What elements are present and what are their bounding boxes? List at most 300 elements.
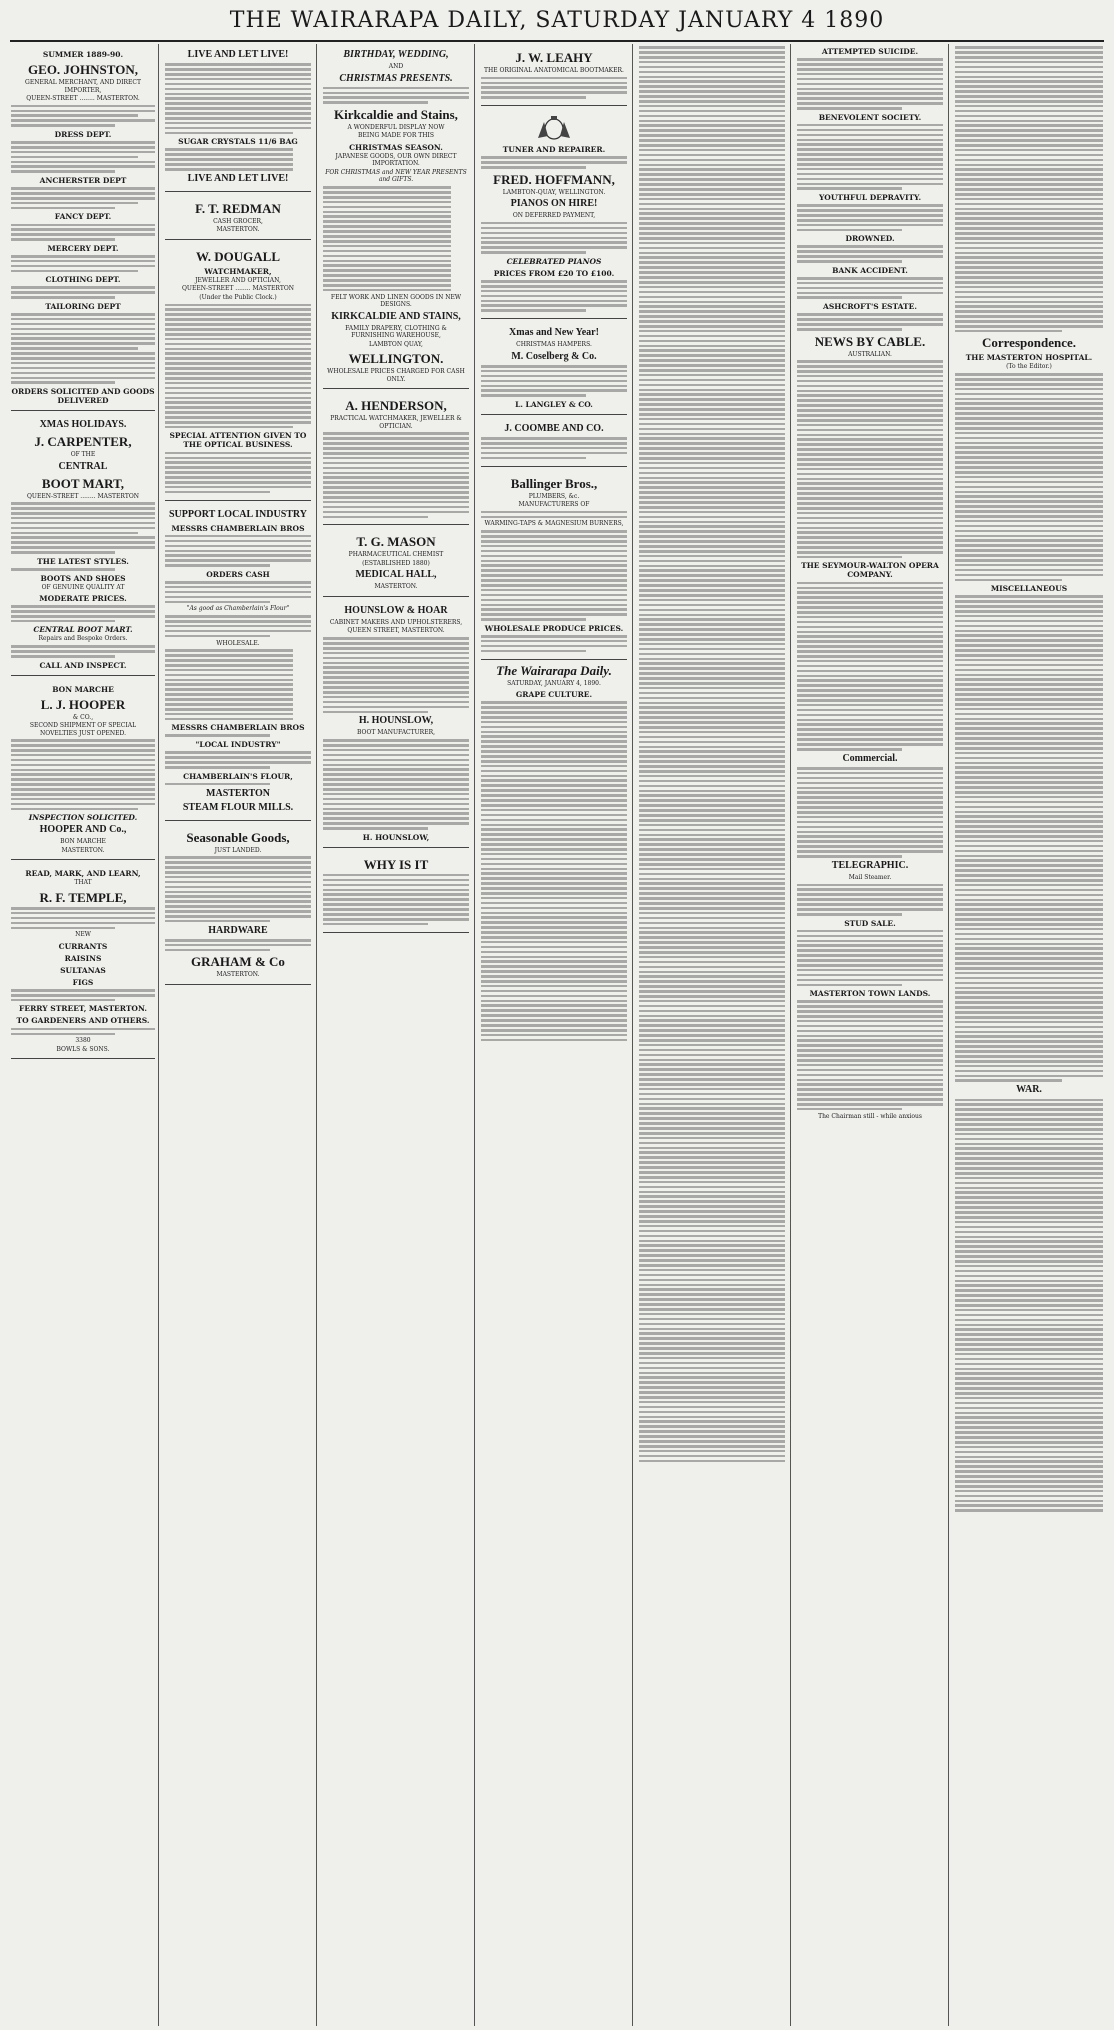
text-line (165, 756, 311, 759)
text-line (955, 1358, 1103, 1361)
text-line (323, 874, 469, 877)
text-line (639, 256, 785, 259)
text-line (955, 977, 1103, 980)
text-line (639, 775, 785, 778)
text-line (165, 900, 311, 903)
text-line (955, 1504, 1103, 1507)
text-line (639, 330, 785, 333)
queen-street-masterton: QUEEN STREET, MASTERTON. (347, 627, 445, 635)
text-line (165, 73, 311, 76)
text-line (11, 788, 155, 791)
text-line (323, 676, 469, 679)
redman-name: F. T. REDMAN (195, 200, 281, 216)
text-line (955, 688, 1103, 691)
leahy-sub: THE ORIGINAL ANATOMICAL BOOTMAKER. (484, 67, 624, 74)
text-line (323, 918, 469, 921)
text-line (323, 681, 469, 684)
text-line (165, 939, 311, 942)
text-line (639, 1171, 785, 1174)
text-line (481, 511, 627, 514)
text-line (639, 579, 785, 582)
text-line (797, 458, 943, 461)
xmas-new-year-gifts: FOR CHRISTMAS and NEW YEAR PRESENTS and GIFTS. (325, 168, 467, 184)
text-line (11, 377, 155, 380)
text-line (797, 204, 943, 207)
text-line (323, 759, 469, 762)
text-line (165, 377, 311, 380)
text-line (955, 286, 1103, 289)
text-line (323, 647, 469, 650)
text-line (165, 581, 311, 584)
text-line (955, 227, 1103, 230)
text-line (797, 601, 943, 604)
text-line (165, 416, 311, 419)
text-line (955, 451, 1103, 454)
text-line (639, 677, 785, 680)
text-line (639, 237, 785, 240)
text-line (481, 385, 627, 388)
masthead-title: THE WAIRARAPA DAILY, SATURDAY JANUARY 4 1890 (229, 8, 885, 33)
text-line (797, 68, 943, 71)
text-line (797, 438, 943, 441)
text-line (797, 850, 943, 853)
text-line (955, 727, 1103, 730)
text-line (165, 664, 293, 667)
text-line (165, 382, 311, 385)
text-line (639, 1342, 785, 1345)
text-line (797, 1098, 943, 1101)
text-line (639, 90, 785, 93)
text-line (797, 723, 943, 726)
text-line (323, 501, 469, 504)
text-line (323, 101, 428, 104)
text-line (639, 56, 785, 59)
text-line (639, 726, 785, 729)
text-line (11, 541, 155, 544)
text-line (639, 1117, 785, 1120)
text-line (797, 468, 943, 471)
text-line (481, 701, 627, 704)
johnston-advert (11, 44, 155, 411)
text-line (481, 86, 627, 89)
text-line (797, 296, 902, 299)
steam-flour-mills: STEAM FLOUR MILLS. (182, 801, 294, 813)
text-line (11, 773, 155, 776)
text-line (481, 931, 627, 934)
text-line (481, 706, 627, 709)
text-line (323, 739, 469, 742)
text-line (639, 697, 785, 700)
text-line (955, 899, 1103, 902)
text-line (323, 462, 469, 465)
text-line (639, 1381, 785, 1384)
text-line (955, 90, 1103, 93)
war-heading: WAR. (1016, 1084, 1042, 1096)
text-line (481, 251, 586, 254)
text-line (639, 1098, 785, 1101)
text-line (639, 1024, 785, 1027)
text-line (165, 97, 311, 100)
text-line (639, 1298, 785, 1301)
text-line (323, 269, 451, 272)
text-line (955, 515, 1103, 518)
text-line (323, 778, 469, 781)
text-line (955, 1314, 1103, 1317)
text-line (955, 1465, 1103, 1468)
text-line (639, 154, 785, 157)
text-line (639, 599, 785, 602)
text-line (11, 927, 115, 930)
text-line (955, 373, 1103, 376)
text-line (955, 1416, 1103, 1419)
text-line (639, 662, 785, 665)
text-line (323, 447, 469, 450)
text-line (955, 281, 1103, 284)
text-line (955, 752, 1103, 755)
text-line (639, 1127, 785, 1130)
text-line (165, 783, 270, 786)
text-line (639, 486, 785, 489)
text-line (323, 788, 469, 791)
text-line (955, 776, 1103, 779)
read-mark-learn: READ, MARK, AND LEARN, (25, 869, 141, 879)
text-line (639, 623, 785, 626)
text-line (165, 550, 311, 553)
text-line (955, 1368, 1103, 1371)
text-line (797, 930, 943, 933)
text-line (11, 808, 138, 811)
text-line (11, 793, 155, 796)
text-line (165, 734, 270, 737)
text-line (323, 793, 469, 796)
text-line (797, 944, 943, 947)
text-line (11, 323, 155, 326)
graham-co: GRAHAM & Co (191, 954, 285, 970)
text-line (797, 473, 943, 476)
text-line (11, 381, 115, 384)
text-line (955, 579, 1062, 582)
text-line (955, 1035, 1103, 1038)
text-line (481, 848, 627, 851)
text-line (11, 192, 155, 195)
text-line (955, 1490, 1103, 1493)
text-line (639, 1376, 785, 1379)
text-line (639, 594, 785, 597)
text-line (481, 916, 627, 919)
text-line (639, 1440, 785, 1443)
text-line (639, 1264, 785, 1267)
text-line (639, 927, 785, 930)
text-line (955, 486, 1103, 489)
text-line (323, 691, 469, 694)
text-line (639, 66, 785, 69)
text-line (481, 227, 627, 230)
text-line (797, 1025, 943, 1028)
text-line (639, 1078, 785, 1081)
text-line (955, 1245, 1103, 1248)
text-line (481, 82, 627, 85)
text-line (639, 858, 785, 861)
text-line (481, 740, 627, 743)
text-line (955, 864, 1103, 867)
hoffmann-advert (481, 109, 627, 319)
text-line (797, 229, 902, 232)
text-line (797, 679, 943, 682)
text-line (797, 107, 902, 110)
text-line (955, 1133, 1103, 1136)
text-line (639, 447, 785, 450)
text-line (797, 898, 943, 901)
text-line (165, 333, 311, 336)
sultanas: SULTANAS (60, 965, 106, 975)
text-line (165, 698, 293, 701)
text-line (481, 897, 627, 900)
text-line (639, 736, 785, 739)
text-line (481, 1039, 627, 1042)
text-line (481, 814, 627, 817)
text-line (955, 442, 1103, 445)
text-line (797, 596, 943, 599)
text-line (955, 1280, 1103, 1283)
text-line (955, 1451, 1103, 1454)
text-line (639, 266, 785, 269)
text-line (481, 887, 627, 890)
text-line (639, 711, 785, 714)
text-line (481, 241, 627, 244)
boot-mart: BOOT MART, (41, 475, 125, 491)
text-line (955, 271, 1103, 274)
text-line (481, 755, 627, 758)
text-line (797, 1079, 943, 1082)
text-line (639, 1000, 785, 1003)
figs: FIGS (72, 977, 94, 987)
text-line (797, 187, 902, 190)
text-line (323, 476, 469, 479)
text-line (955, 1065, 1103, 1068)
text-line (797, 502, 943, 505)
text-line (955, 1387, 1103, 1390)
text-line (481, 833, 627, 836)
text-line (165, 411, 311, 414)
hounslow-name-2: H. HOUNSLOW, (362, 832, 430, 842)
text-line (165, 401, 311, 404)
text-line (639, 1181, 785, 1184)
central-heading: CENTRAL (58, 460, 108, 472)
text-line (165, 761, 311, 764)
text-line (955, 1055, 1103, 1058)
text-line (955, 1075, 1103, 1078)
text-line (481, 365, 627, 368)
japanese-goods: JAPANESE GOODS, OUR OWN DIRECT IMPORTATION. (335, 152, 457, 168)
text-line (955, 1446, 1103, 1449)
text-line (639, 1347, 785, 1350)
text-line (639, 1406, 785, 1409)
text-line (481, 535, 627, 538)
text-line (639, 1107, 785, 1110)
text-line (955, 383, 1103, 386)
text-line (639, 325, 785, 328)
text-line (11, 1033, 115, 1036)
text-line (797, 83, 943, 86)
text-line (481, 640, 627, 643)
text-line (639, 995, 785, 998)
text-line (481, 290, 627, 293)
text-line (797, 1015, 943, 1018)
text-line (639, 369, 785, 372)
text-line (639, 1019, 785, 1022)
text-line (639, 516, 785, 519)
text-line (797, 219, 943, 222)
boot-manufacturer: BOOT MANUFACTURER, (357, 729, 435, 737)
text-line (11, 1028, 155, 1031)
text-line (797, 840, 943, 843)
wellington: WELLINGTON. (348, 351, 444, 367)
text-line (165, 659, 293, 662)
text-line (955, 1157, 1103, 1160)
text-line (165, 949, 270, 952)
text-line (797, 497, 943, 500)
text-line (639, 907, 785, 910)
xmas-holidays: XMAS HOLIDAYS. (39, 419, 127, 431)
text-line (481, 1000, 627, 1003)
text-line (481, 765, 627, 768)
text-line (955, 554, 1103, 557)
text-line (955, 664, 1103, 667)
as-good-as-flour: "As good as Chamberlain's Flour" (186, 605, 290, 613)
text-line (639, 873, 785, 876)
text-line (639, 413, 785, 416)
hardware: HARDWARE (208, 924, 268, 936)
text-line (639, 741, 785, 744)
text-line (639, 374, 785, 377)
text-line (955, 1221, 1103, 1224)
text-line (165, 318, 311, 321)
text-line (797, 782, 943, 785)
text-line (955, 1441, 1103, 1444)
text-line (639, 418, 785, 421)
text-line (323, 744, 469, 747)
text-line (639, 310, 785, 313)
text-line (797, 587, 943, 590)
text-line (955, 1118, 1103, 1121)
text-line (481, 872, 627, 875)
established: (ESTABLISHED 1880) (362, 559, 430, 567)
column-1 (8, 44, 158, 2026)
text-line (323, 511, 469, 514)
text-line (165, 751, 311, 754)
text-line (481, 457, 586, 460)
text-line (639, 398, 785, 401)
text-line (481, 794, 627, 797)
text-line (639, 1240, 785, 1243)
text-line (323, 240, 451, 243)
text-line (481, 819, 627, 822)
correspondence-heading: Correspondence. (981, 335, 1076, 351)
text-line (639, 335, 785, 338)
redman-advert (165, 195, 311, 240)
text-line (639, 1205, 785, 1208)
text-line (797, 522, 943, 525)
dougall-advert (165, 243, 311, 501)
text-line (165, 886, 311, 889)
henderson-advert (323, 392, 469, 525)
text-line (639, 902, 785, 905)
text-line (797, 949, 943, 952)
medical-hall: MEDICAL HALL, (355, 569, 437, 581)
text-line (639, 71, 785, 74)
text-line (955, 71, 1103, 74)
text-line (639, 980, 785, 983)
text-line (323, 87, 469, 90)
text-line (955, 1299, 1103, 1302)
news-by-cable-heading: NEWS BY CABLE. (814, 333, 926, 349)
text-line (955, 402, 1103, 405)
text-line (481, 1034, 627, 1037)
text-line (955, 1397, 1103, 1400)
text-line (955, 1211, 1103, 1214)
text-line (481, 389, 627, 392)
text-line (481, 380, 627, 383)
text-line (639, 1254, 785, 1257)
text-line (639, 638, 785, 641)
text-line (323, 913, 469, 916)
text-line (481, 300, 627, 303)
text-line (639, 863, 785, 866)
column-rule (790, 44, 791, 2026)
text-line (639, 1195, 785, 1198)
text-line (955, 1319, 1103, 1322)
text-line (955, 1470, 1103, 1473)
text-line (481, 375, 627, 378)
and-line: AND (388, 63, 404, 70)
text-line (797, 92, 943, 95)
text-line (481, 799, 627, 802)
text-line (323, 235, 451, 238)
text-line (165, 630, 311, 633)
text-line (481, 608, 627, 611)
text-line (955, 1016, 1103, 1019)
text-line (955, 1284, 1103, 1287)
text-line (639, 232, 785, 235)
text-line (639, 565, 785, 568)
text-line (639, 1142, 785, 1145)
text-line (323, 783, 469, 786)
text-line (639, 975, 785, 978)
text-line (165, 367, 311, 370)
text-line (165, 920, 270, 923)
text-line (639, 1191, 785, 1194)
column-rule (316, 44, 317, 2026)
text-line (639, 452, 785, 455)
text-line (481, 1009, 627, 1012)
text-line (797, 767, 943, 770)
text-line (955, 835, 1103, 838)
text-line (955, 437, 1103, 440)
text-line (481, 1004, 627, 1007)
text-line (639, 1210, 785, 1213)
text-line (955, 476, 1103, 479)
text-line (955, 1270, 1103, 1273)
text-line (797, 964, 943, 967)
text-line (639, 589, 785, 592)
column-4 (478, 44, 630, 2026)
text-line (165, 905, 311, 908)
text-line (165, 476, 311, 479)
text-line (639, 609, 785, 612)
text-line (639, 291, 785, 294)
text-line (639, 785, 785, 788)
text-line (323, 923, 428, 926)
